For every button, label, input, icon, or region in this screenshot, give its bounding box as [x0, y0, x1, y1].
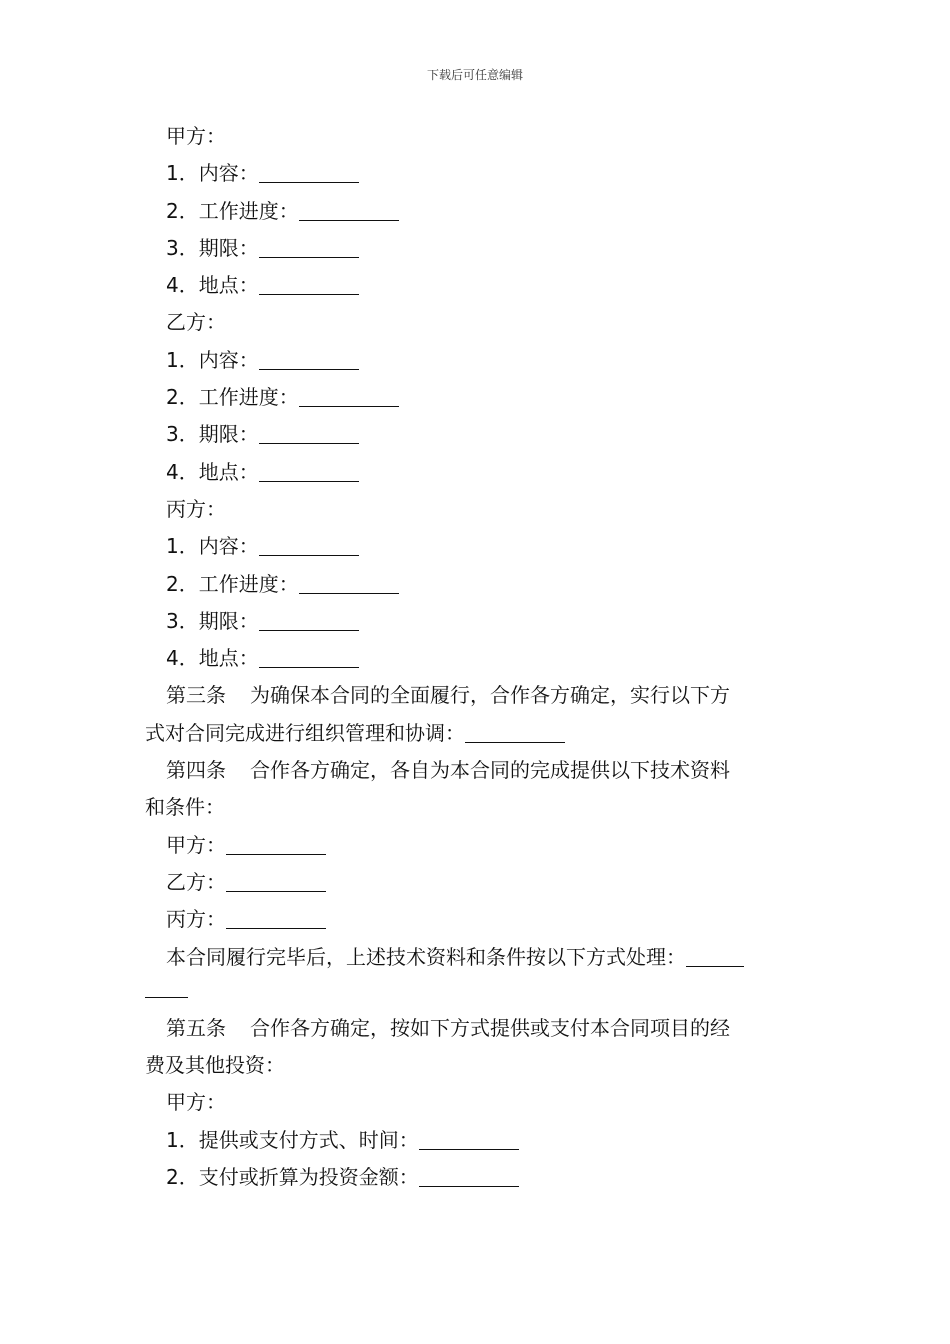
fill-blank[interactable] [259, 274, 359, 295]
article-5-paragraph [145, 1010, 809, 1085]
contract-body [145, 118, 809, 1196]
item-label: 2．工作进度： [166, 198, 299, 223]
party-a-item-progress [145, 193, 809, 230]
article-5-title: 第五条 [166, 1015, 226, 1040]
article-5-item-payment-method [145, 1122, 809, 1159]
party-b-item-progress [145, 379, 809, 416]
article-4-text-line1: 合作各方确定，各自为本合同的完成提供以下技术资料 [250, 758, 730, 783]
article-3-paragraph [145, 677, 809, 752]
item-label: 4．地点： [166, 646, 259, 671]
party-b-heading: 乙方： [166, 310, 226, 335]
fill-blank[interactable] [299, 573, 399, 594]
item-label: 1．提供或支付方式、时间： [166, 1127, 419, 1152]
party-a-item-location [145, 267, 809, 304]
party-c-item-progress [145, 566, 809, 603]
article-3-text-line1: 为确保本合同的全面履行，合作各方确定，实行以下方 [250, 683, 730, 708]
fill-blank[interactable] [226, 871, 326, 892]
item-label: 乙方： [166, 869, 226, 894]
article-4-text-line2: 和条件： [145, 795, 225, 820]
item-label: 本合同履行完毕后，上述技术资料和条件按以下方式处理： [166, 944, 686, 969]
item-label: 3．期限： [166, 608, 259, 633]
item-label: 3．期限： [166, 235, 259, 260]
item-label: 2．工作进度： [166, 385, 299, 410]
article-4-party-b [145, 864, 809, 901]
fill-blank[interactable] [299, 200, 399, 221]
article-3-text-line2: 式对合同完成进行组织管理和协调： [145, 720, 465, 745]
party-c-item-content [145, 528, 809, 565]
article-3-title: 第三条 [166, 683, 226, 708]
fill-blank[interactable] [419, 1166, 519, 1187]
fill-blank[interactable] [259, 349, 359, 370]
fill-blank[interactable] [259, 162, 359, 183]
fill-blank[interactable] [259, 647, 359, 668]
fill-blank[interactable] [419, 1129, 519, 1150]
fill-blank[interactable] [226, 908, 326, 929]
fill-blank[interactable] [299, 386, 399, 407]
fill-blank[interactable] [686, 946, 744, 967]
party-a-item-term [145, 230, 809, 267]
article-4-paragraph [145, 752, 809, 827]
fill-blank-continuation[interactable] [145, 976, 188, 998]
party-a-heading: 甲方： [166, 124, 226, 148]
fill-blank[interactable] [259, 423, 359, 444]
item-label: 1．内容： [166, 161, 259, 186]
fill-blank[interactable] [259, 610, 359, 631]
party-b-item-location [145, 454, 809, 491]
fill-blank[interactable] [259, 461, 359, 482]
item-label: 1．内容： [166, 347, 259, 372]
party-c-item-location [145, 640, 809, 677]
fill-blank[interactable] [259, 237, 359, 258]
item-label: 3．期限： [166, 422, 259, 447]
article-4-after-completion [145, 939, 809, 976]
article-5-text-line2: 费及其他投资： [145, 1053, 285, 1078]
article-5-text-line1: 合作各方确定，按如下方式提供或支付本合同项目的经 [250, 1015, 730, 1040]
party-c-heading: 丙方： [166, 496, 226, 521]
article-4-party-a [145, 827, 809, 864]
item-label: 4．地点： [166, 459, 259, 484]
item-label: 甲方： [166, 832, 226, 857]
item-label: 2．工作进度： [166, 571, 299, 596]
article-5-party-a: 甲方： [166, 1090, 226, 1115]
item-label: 2．支付或折算为投资金额： [166, 1165, 419, 1190]
party-b-item-content [145, 342, 809, 379]
item-label: 4．地点： [166, 273, 259, 298]
article-4-title: 第四条 [166, 758, 226, 783]
item-label: 1．内容： [166, 534, 259, 559]
party-a-item-content [145, 155, 809, 192]
article-5-item-amount [145, 1159, 809, 1196]
fill-blank[interactable] [465, 722, 565, 743]
item-label: 丙方： [166, 907, 226, 932]
article-4-party-c [145, 901, 809, 938]
fill-blank[interactable] [259, 535, 359, 556]
party-b-item-term [145, 416, 809, 453]
page-header-note: 下载后可任意编辑 [426, 68, 523, 82]
party-c-item-term [145, 603, 809, 640]
fill-blank[interactable] [226, 834, 326, 855]
